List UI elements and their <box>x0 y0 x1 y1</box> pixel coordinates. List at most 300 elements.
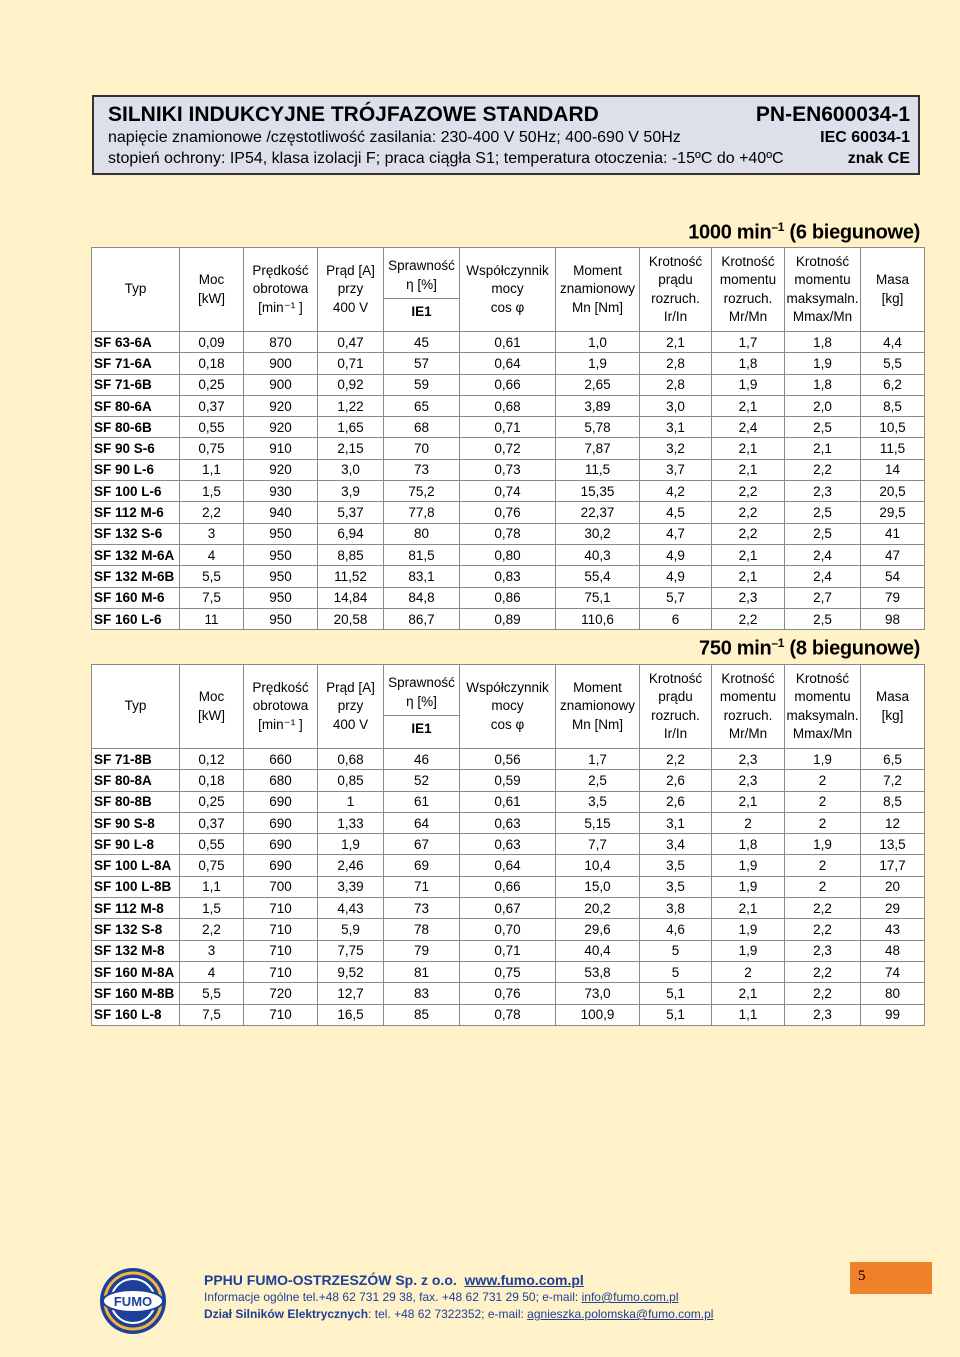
value-cell: 2,1 <box>712 983 785 1004</box>
value-cell: 2,8 <box>640 374 712 395</box>
ce-mark-label: znak CE <box>847 150 910 167</box>
value-cell: 71 <box>384 876 460 897</box>
value-cell: 870 <box>244 332 318 353</box>
value-cell: 920 <box>244 417 318 438</box>
value-cell: 52 <box>384 770 460 791</box>
value-cell: 79 <box>861 587 925 608</box>
motor-type-cell: SF 160 M-6 <box>92 587 180 608</box>
value-cell: 6,94 <box>318 523 384 544</box>
value-cell: 0,68 <box>318 749 384 770</box>
motor-type-cell: SF 132 S-6 <box>92 523 180 544</box>
col-masa-header: Masa [kg] <box>861 665 925 749</box>
value-cell: 2,3 <box>712 749 785 770</box>
value-cell: 8,5 <box>861 791 925 812</box>
value-cell: 2,2 <box>712 523 785 544</box>
value-cell: 0,61 <box>460 332 556 353</box>
motor-type-cell: SF 63-6A <box>92 332 180 353</box>
value-cell: 67 <box>384 834 460 855</box>
value-cell: 720 <box>244 983 318 1004</box>
col-masa-header: Masa [kg] <box>861 248 925 332</box>
table-row <box>92 353 925 374</box>
value-cell: 2,5 <box>785 523 861 544</box>
value-cell: 11,5 <box>556 459 640 480</box>
value-cell: 68 <box>384 417 460 438</box>
value-cell: 940 <box>244 502 318 523</box>
value-cell: 0,66 <box>460 876 556 897</box>
value-cell: 40,4 <box>556 940 640 961</box>
value-cell: 4,2 <box>640 481 712 502</box>
value-cell: 75,2 <box>384 481 460 502</box>
value-cell: 2,2 <box>180 919 244 940</box>
table-row <box>92 983 925 1004</box>
value-cell: 29 <box>861 898 925 919</box>
value-cell: 1,0 <box>556 332 640 353</box>
value-cell: 0,78 <box>460 523 556 544</box>
standard-label: PN-EN600034-1 <box>755 103 910 126</box>
value-cell: 57 <box>384 353 460 374</box>
col-krotnosc-pradu-header: Krotność prądu rozruch. Ir/In <box>640 248 712 332</box>
value-cell: 48 <box>861 940 925 961</box>
value-cell: 11,52 <box>318 566 384 587</box>
value-cell: 1,1 <box>712 1004 785 1025</box>
value-cell: 30,2 <box>556 523 640 544</box>
value-cell: 1,5 <box>180 481 244 502</box>
value-cell: 20,58 <box>318 608 384 629</box>
motor-type-cell: SF 100 L-6 <box>92 481 180 502</box>
value-cell: 3,4 <box>640 834 712 855</box>
value-cell: 1,9 <box>785 353 861 374</box>
value-cell: 47 <box>861 544 925 565</box>
value-cell: 900 <box>244 374 318 395</box>
motor-type-cell: SF 80-6A <box>92 395 180 416</box>
company-name: PPHU FUMO-OSTRZESZÓW Sp. z o.o. <box>204 1272 457 1288</box>
value-cell: 6,2 <box>861 374 925 395</box>
value-cell: 0,89 <box>460 608 556 629</box>
value-cell: 2,4 <box>785 566 861 587</box>
value-cell: 0,73 <box>460 459 556 480</box>
motor-type-cell: SF 160 M-8A <box>92 961 180 982</box>
value-cell: 2,46 <box>318 855 384 876</box>
svg-text:FUMO: FUMO <box>113 1294 153 1309</box>
fumo-logo <box>90 1266 176 1336</box>
section-caption-8-pole: 750 $\min^{-1} (8$ biegunowe) <box>699 636 920 660</box>
value-cell: 0,55 <box>180 834 244 855</box>
table-row <box>92 523 925 544</box>
value-cell: 3,5 <box>556 791 640 812</box>
value-cell: 0,71 <box>318 353 384 374</box>
value-cell: 15,0 <box>556 876 640 897</box>
value-cell: 55,4 <box>556 566 640 587</box>
value-cell: 3,7 <box>640 459 712 480</box>
motor-type-cell: SF 90 L-8 <box>92 834 180 855</box>
value-cell: 950 <box>244 587 318 608</box>
value-cell: 1,9 <box>785 749 861 770</box>
value-cell: 83,1 <box>384 566 460 587</box>
motor-type-cell: SF 100 L-8B <box>92 876 180 897</box>
department-email-link[interactable]: agnieszka.polomska@fumo.com.pl <box>527 1307 714 1321</box>
value-cell: 81,5 <box>384 544 460 565</box>
value-cell: 83 <box>384 983 460 1004</box>
value-cell: 41 <box>861 523 925 544</box>
value-cell: 2,2 <box>640 749 712 770</box>
motor-type-cell: SF 90 S-8 <box>92 812 180 833</box>
value-cell: 0,18 <box>180 770 244 791</box>
value-cell: 0,64 <box>460 353 556 374</box>
value-cell: 0,92 <box>318 374 384 395</box>
col-prad-header: Prąd [A] przy 400 V <box>318 248 384 332</box>
value-cell: 53,8 <box>556 961 640 982</box>
value-cell: 2,2 <box>180 502 244 523</box>
value-cell: 1,9 <box>712 919 785 940</box>
value-cell: 2,1 <box>712 791 785 812</box>
value-cell: 5,78 <box>556 417 640 438</box>
table-row <box>92 834 925 855</box>
value-cell: 2,1 <box>712 898 785 919</box>
value-cell: 12 <box>861 812 925 833</box>
col-sprawnosc-header: Sprawność η [%] IE1 <box>384 248 460 332</box>
col-sprawnosc-header: Sprawność η [%] IE1 <box>384 665 460 749</box>
value-cell: 4,9 <box>640 566 712 587</box>
col-krotnosc-pradu-header: Krotność prądu rozruch. Ir/In <box>640 665 712 749</box>
motor-type-cell: SF 132 M-8 <box>92 940 180 961</box>
table-row <box>92 1004 925 1025</box>
document-title: SILNIKI INDUKCYJNE TRÓJFAZOWE STANDARD <box>108 103 599 126</box>
motor-type-cell: SF 100 L-8A <box>92 855 180 876</box>
value-cell: 1,1 <box>180 459 244 480</box>
protection-info: stopień ochrony: IP54, klasa izolacji F; praca ciągła S1; temperatura otoczenia: -15ºC do +40ºC <box>108 150 784 167</box>
value-cell: 17,7 <box>861 855 925 876</box>
value-cell: 2,3 <box>712 587 785 608</box>
value-cell: 2,2 <box>785 919 861 940</box>
value-cell: 73,0 <box>556 983 640 1004</box>
value-cell: 0,75 <box>460 961 556 982</box>
col-typ-header: Typ <box>92 665 180 749</box>
value-cell: 3,8 <box>640 898 712 919</box>
value-cell: 3,5 <box>640 876 712 897</box>
section-caption-6-pole: 1000 $\min^{-1} (6$ biegunowe) <box>688 220 920 244</box>
value-cell: 8,5 <box>861 395 925 416</box>
value-cell: 710 <box>244 1004 318 1025</box>
value-cell: 2 <box>785 791 861 812</box>
value-cell: 5 <box>640 961 712 982</box>
value-cell: 5 <box>640 940 712 961</box>
value-cell: 1,9 <box>712 940 785 961</box>
value-cell: 2 <box>785 876 861 897</box>
value-cell: 64 <box>384 812 460 833</box>
value-cell: 14 <box>861 459 925 480</box>
motor-type-cell: SF 132 S-8 <box>92 919 180 940</box>
value-cell: 2,5 <box>785 608 861 629</box>
value-cell: 0,71 <box>460 940 556 961</box>
value-cell: 5,9 <box>318 919 384 940</box>
value-cell: 0,80 <box>460 544 556 565</box>
table-row <box>92 898 925 919</box>
value-cell: 2,1 <box>785 438 861 459</box>
value-cell: 14,84 <box>318 587 384 608</box>
col-typ-header: Typ <box>92 248 180 332</box>
table-row <box>92 770 925 791</box>
value-cell: 99 <box>861 1004 925 1025</box>
table-row <box>92 940 925 961</box>
value-cell: 0,63 <box>460 812 556 833</box>
value-cell: 690 <box>244 791 318 812</box>
value-cell: 1,8 <box>712 834 785 855</box>
value-cell: 920 <box>244 395 318 416</box>
value-cell: 4 <box>180 961 244 982</box>
value-cell: 0,25 <box>180 374 244 395</box>
value-cell: 3,9 <box>318 481 384 502</box>
value-cell: 0,47 <box>318 332 384 353</box>
value-cell: 3,39 <box>318 876 384 897</box>
value-cell: 70 <box>384 438 460 459</box>
value-cell: 0,83 <box>460 566 556 587</box>
value-cell: 16,5 <box>318 1004 384 1025</box>
col-wspolczynnik-header: Współczynnik mocy cos φ <box>460 665 556 749</box>
value-cell: 7,5 <box>180 1004 244 1025</box>
value-cell: 75,1 <box>556 587 640 608</box>
value-cell: 5,1 <box>640 983 712 1004</box>
value-cell: 2,6 <box>640 770 712 791</box>
value-cell: 920 <box>244 459 318 480</box>
value-cell: 1,7 <box>556 749 640 770</box>
value-cell: 2,6 <box>640 791 712 812</box>
value-cell: 0,85 <box>318 770 384 791</box>
col-krotnosc-momentu-rozruch-header: Krotność momentu rozruch. Mr/Mn <box>712 248 785 332</box>
value-cell: 2,1 <box>712 459 785 480</box>
table-row <box>92 855 925 876</box>
value-cell: 5,7 <box>640 587 712 608</box>
motor-type-cell: SF 112 M-6 <box>92 502 180 523</box>
department-contact: : tel. +48 62 7322352; e-mail: <box>368 1307 528 1321</box>
iec-label: IEC 60034-1 <box>820 129 910 146</box>
motor-type-cell: SF 90 L-6 <box>92 459 180 480</box>
value-cell: 7,7 <box>556 834 640 855</box>
value-cell: 2 <box>785 770 861 791</box>
value-cell: 2,3 <box>785 940 861 961</box>
value-cell: 0,72 <box>460 438 556 459</box>
value-cell: 0,86 <box>460 587 556 608</box>
value-cell: 7,75 <box>318 940 384 961</box>
value-cell: 950 <box>244 544 318 565</box>
value-cell: 1 <box>318 791 384 812</box>
value-cell: 2,1 <box>712 438 785 459</box>
value-cell: 2,3 <box>785 481 861 502</box>
general-contact: Informacje ogólne tel.+48 62 731 29 38, fax. +48 62 731 29 50; e-mail: <box>204 1290 582 1304</box>
value-cell: 2,0 <box>785 395 861 416</box>
value-cell: 73 <box>384 898 460 919</box>
value-cell: 0,71 <box>460 417 556 438</box>
value-cell: 3,1 <box>640 417 712 438</box>
value-cell: 0,25 <box>180 791 244 812</box>
value-cell: 74 <box>861 961 925 982</box>
value-cell: 950 <box>244 566 318 587</box>
value-cell: 29,5 <box>861 502 925 523</box>
motor-type-cell: SF 71-6B <box>92 374 180 395</box>
value-cell: 2,1 <box>640 332 712 353</box>
value-cell: 0,76 <box>460 502 556 523</box>
value-cell: 79 <box>384 940 460 961</box>
value-cell: 1,9 <box>785 834 861 855</box>
value-cell: 46 <box>384 749 460 770</box>
value-cell: 2,2 <box>785 961 861 982</box>
value-cell: 2,65 <box>556 374 640 395</box>
value-cell: 1,65 <box>318 417 384 438</box>
value-cell: 54 <box>861 566 925 587</box>
value-cell: 7,87 <box>556 438 640 459</box>
motor-type-cell: SF 112 M-8 <box>92 898 180 919</box>
value-cell: 4,43 <box>318 898 384 919</box>
value-cell: 2,2 <box>785 459 861 480</box>
value-cell: 910 <box>244 438 318 459</box>
value-cell: 0,63 <box>460 834 556 855</box>
motor-type-cell: SF 160 L-6 <box>92 608 180 629</box>
value-cell: 7,2 <box>861 770 925 791</box>
value-cell: 7,5 <box>180 587 244 608</box>
value-cell: 930 <box>244 481 318 502</box>
value-cell: 0,75 <box>180 438 244 459</box>
value-cell: 1,5 <box>180 898 244 919</box>
table-row <box>92 417 925 438</box>
value-cell: 5,1 <box>640 1004 712 1025</box>
value-cell: 86,7 <box>384 608 460 629</box>
col-moc-header: Moc [kW] <box>180 665 244 749</box>
motor-type-cell: SF 132 M-6A <box>92 544 180 565</box>
value-cell: 6 <box>640 608 712 629</box>
value-cell: 2,2 <box>712 502 785 523</box>
value-cell: 0,67 <box>460 898 556 919</box>
col-krotnosc-momentu-max-header: Krotność momentu maksymaln. Mmax/Mn <box>785 248 861 332</box>
value-cell: 81 <box>384 961 460 982</box>
value-cell: 1,33 <box>318 812 384 833</box>
value-cell: 3,0 <box>318 459 384 480</box>
table-row <box>92 812 925 833</box>
value-cell: 0,18 <box>180 353 244 374</box>
motor-type-cell: SF 80-8A <box>92 770 180 791</box>
table-row <box>92 438 925 459</box>
table-row <box>92 791 925 812</box>
value-cell: 2,3 <box>712 770 785 791</box>
value-cell: 1,1 <box>180 876 244 897</box>
value-cell: 0,56 <box>460 749 556 770</box>
value-cell: 1,22 <box>318 395 384 416</box>
table-row <box>92 876 925 897</box>
value-cell: 80 <box>384 523 460 544</box>
table-row <box>92 608 925 629</box>
value-cell: 0,74 <box>460 481 556 502</box>
value-cell: 2,2 <box>712 608 785 629</box>
info-email-link[interactable]: info@fumo.com.pl <box>581 1290 679 1304</box>
value-cell: 59 <box>384 374 460 395</box>
website-link[interactable]: www.fumo.com.pl <box>464 1272 584 1288</box>
value-cell: 1,9 <box>712 876 785 897</box>
table-row <box>92 332 925 353</box>
value-cell: 5,15 <box>556 812 640 833</box>
motor-type-cell: SF 160 L-8 <box>92 1004 180 1025</box>
value-cell: 2,3 <box>785 1004 861 1025</box>
value-cell: 2,2 <box>712 481 785 502</box>
value-cell: 2,4 <box>712 417 785 438</box>
department-label: Dział Silników Elektrycznych <box>204 1307 369 1321</box>
value-cell: 2,1 <box>712 566 785 587</box>
motor-table-6-pole <box>91 247 925 630</box>
table-row <box>92 961 925 982</box>
value-cell: 3,5 <box>640 855 712 876</box>
value-cell: 1,8 <box>785 374 861 395</box>
motor-type-cell: SF 80-8B <box>92 791 180 812</box>
value-cell: 85 <box>384 1004 460 1025</box>
value-cell: 2,1 <box>712 395 785 416</box>
value-cell: 680 <box>244 770 318 791</box>
value-cell: 0,37 <box>180 812 244 833</box>
value-cell: 61 <box>384 791 460 812</box>
col-krotnosc-momentu-rozruch-header: Krotność momentu rozruch. Mr/Mn <box>712 665 785 749</box>
value-cell: 0,76 <box>460 983 556 1004</box>
value-cell: 3,89 <box>556 395 640 416</box>
value-cell: 2,15 <box>318 438 384 459</box>
value-cell: 0,12 <box>180 749 244 770</box>
value-cell: 2,7 <box>785 587 861 608</box>
value-cell: 690 <box>244 855 318 876</box>
value-cell: 43 <box>861 919 925 940</box>
value-cell: 2 <box>712 961 785 982</box>
value-cell: 1,8 <box>712 353 785 374</box>
value-cell: 10,5 <box>861 417 925 438</box>
col-moment-header: Moment znamionowy Mn [Nm] <box>556 248 640 332</box>
col-moment-header: Moment znamionowy Mn [Nm] <box>556 665 640 749</box>
value-cell: 1,9 <box>712 855 785 876</box>
value-cell: 5,5 <box>861 353 925 374</box>
value-cell: 13,5 <box>861 834 925 855</box>
value-cell: 15,35 <box>556 481 640 502</box>
table-row <box>92 587 925 608</box>
value-cell: 98 <box>861 608 925 629</box>
table-row <box>92 395 925 416</box>
value-cell: 0,68 <box>460 395 556 416</box>
col-krotnosc-momentu-max-header: Krotność momentu maksymaln. Mmax/Mn <box>785 665 861 749</box>
value-cell: 710 <box>244 940 318 961</box>
col-prad-header: Prąd [A] przy 400 V <box>318 665 384 749</box>
value-cell: 0,70 <box>460 919 556 940</box>
value-cell: 0,37 <box>180 395 244 416</box>
value-cell: 2 <box>785 855 861 876</box>
value-cell: 2,2 <box>785 983 861 1004</box>
value-cell: 4,5 <box>640 502 712 523</box>
value-cell: 0,75 <box>180 855 244 876</box>
value-cell: 20,2 <box>556 898 640 919</box>
value-cell: 6,5 <box>861 749 925 770</box>
col-predkosc-header: Prędkość obrotowa [min⁻¹ ] <box>244 248 318 332</box>
value-cell: 2,5 <box>556 770 640 791</box>
motor-type-cell: SF 90 S-6 <box>92 438 180 459</box>
value-cell: 0,61 <box>460 791 556 812</box>
value-cell: 660 <box>244 749 318 770</box>
value-cell: 5,5 <box>180 566 244 587</box>
value-cell: 900 <box>244 353 318 374</box>
value-cell: 20,5 <box>861 481 925 502</box>
value-cell: 1,9 <box>556 353 640 374</box>
value-cell: 0,55 <box>180 417 244 438</box>
table-row <box>92 459 925 480</box>
value-cell: 0,66 <box>460 374 556 395</box>
footer-contact <box>204 1272 713 1323</box>
table-row <box>92 481 925 502</box>
value-cell: 2,5 <box>785 417 861 438</box>
value-cell: 1,9 <box>712 374 785 395</box>
value-cell: 0,78 <box>460 1004 556 1025</box>
value-cell: 690 <box>244 812 318 833</box>
value-cell: 10,4 <box>556 855 640 876</box>
value-cell: 77,8 <box>384 502 460 523</box>
